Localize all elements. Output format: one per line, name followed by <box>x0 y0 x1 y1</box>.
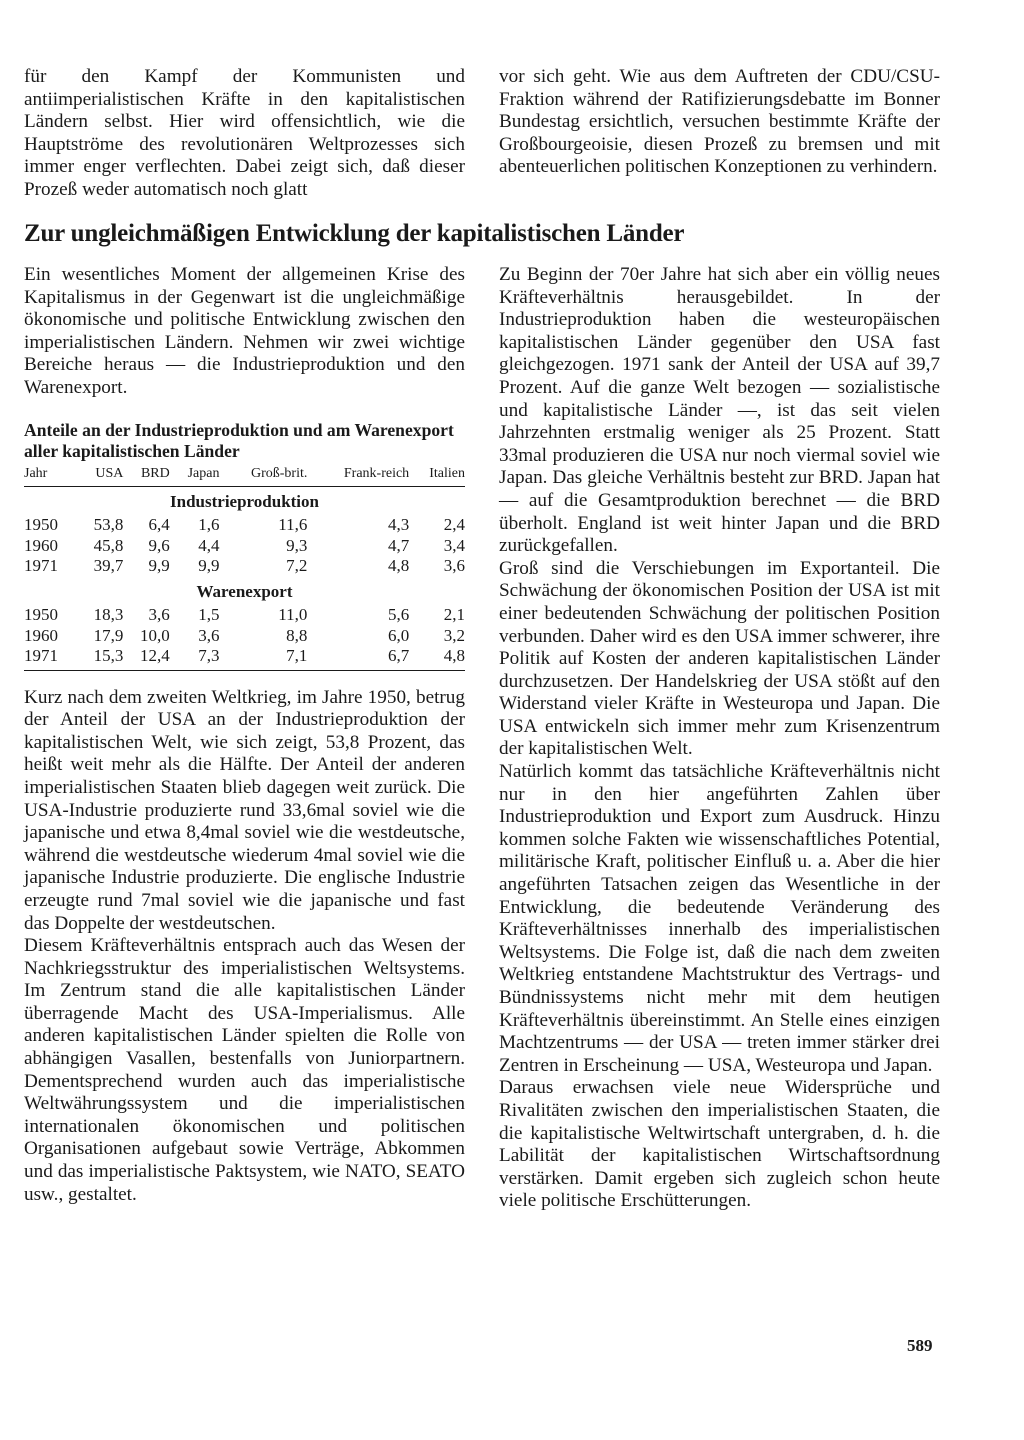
table-cell: 9,9 <box>198 556 220 576</box>
section-label: Warenexport <box>196 581 293 601</box>
header-brd: BRD <box>123 466 169 487</box>
table-row <box>24 626 465 647</box>
section-row-industrieproduktion <box>24 486 465 515</box>
table-cell: 6,7 <box>307 646 409 670</box>
table-cell: 4,3 <box>387 515 410 535</box>
table-cell: 3,4 <box>443 535 465 555</box>
body-paragraph: Groß sind die Verschiebungen im Exportanteil. Die Schwächung der ökonomischen Position der USA ist mit einer bedeutenden Schwächung der politischen Position verbunden. Daher wird es den USA immer schwerer, ihre Politik auf Kosten der anderen kapitalistischen Länder durchzusetzen. Der Handelskrieg der USA stößt auf den Widerstand vieler Kräfte in Westeuropa und Japan. Die USA entwickeln sich immer mehr zum Krisenzentrum der kapitalistischen Welt. <box>499 557 940 760</box>
top-left-paragraph: für den Kampf der Kommunisten und antiimperialistischen Kräfte in den kapitalistischen Ländern selbst. Hier wird offensichtlich, wie die Hauptströme des revolutionären Weltprozesses sich immer enger verflechten. Dabei zeigt sich, daß dieser Prozeß weder automatisch noch glatt <box>24 66 465 200</box>
table-cell: 2,4 <box>443 515 465 535</box>
table-cell: 12,4 <box>123 646 169 670</box>
table-cell: 3,2 <box>443 625 465 645</box>
intro-paragraph: Ein wesentliches Moment der allgemeinen Krise des Kapitalismus in der Gegenwart ist die ungleichmäßige ökonomische und politische Entwicklung zwischen den imperialistischen Ländern. Nehmen wir zwei wichtige Bereiche heraus — die Industrieproduktion und den Warenexport. <box>24 264 465 398</box>
table-cell: 8,8 <box>286 625 308 645</box>
header-italien: Italien <box>409 466 465 487</box>
table-cell: 7,1 <box>219 646 307 670</box>
table-cell: 45,8 <box>93 535 124 555</box>
page-number: 589 <box>907 1336 933 1355</box>
table-cell: 11,0 <box>278 605 308 625</box>
section-heading: Zur ungleichmäßigen Entwicklung der kapitalistischen Länder <box>24 220 685 247</box>
table-row <box>24 605 465 626</box>
section-label: Industrieproduktion <box>170 491 319 511</box>
table-cell: 9,3 <box>286 535 308 555</box>
table-header-row <box>24 466 465 487</box>
table-cell: 9,6 <box>148 535 170 555</box>
table-cell: 5,6 <box>387 605 410 625</box>
header-japan: Japan <box>170 466 220 487</box>
table-cell: 6,4 <box>148 515 170 535</box>
table-cell: 4,4 <box>198 535 220 555</box>
top-left-column <box>24 66 465 202</box>
table-cell: 1971 <box>24 646 77 670</box>
table-cell: 9,9 <box>148 556 170 576</box>
table-cell: 18,3 <box>93 605 124 625</box>
table-cell: 1960 <box>24 535 58 555</box>
table-cell: 4,8 <box>387 556 410 576</box>
table-cell: 11,6 <box>278 515 308 535</box>
top-right-column <box>499 66 940 179</box>
table-cell: 10,0 <box>140 625 170 645</box>
table-cell: 4,8 <box>409 646 465 670</box>
header-jahr: Jahr <box>24 466 77 487</box>
table-cell: 4,7 <box>387 535 410 555</box>
section-row-warenexport <box>24 577 465 606</box>
table-cell: 7,3 <box>170 646 220 670</box>
table-cell: 3,6 <box>198 625 220 645</box>
header-usa: USA <box>77 466 123 487</box>
body-paragraph: Daraus erwachsen viele neue Widersprüche und Rivalitäten zwischen den imperialistischen Staaten, die die kapitalistische Weltwirtschaft untergraben, d. h. die Labilität der kapitalistischen Wirtschaftsordnung verstärken. Damit ergeben sich zugleich schon heute viele politische Erschütterungen. <box>499 1077 940 1212</box>
table-row <box>24 646 465 670</box>
table-cell: 3,6 <box>443 556 465 576</box>
table-cell: 1,6 <box>198 515 220 535</box>
table-cell: 17,9 <box>93 625 124 645</box>
header-frankreich: Frank-reich <box>307 466 409 487</box>
table-cell: 53,8 <box>93 515 124 535</box>
table-cell: 1,5 <box>198 605 220 625</box>
table-title: Anteile an der Industrieproduktion und am Warenexport aller kapitalistischen Länder <box>24 419 454 461</box>
table-row <box>24 556 465 577</box>
left-column <box>24 264 465 1206</box>
table-cell: 1971 <box>24 556 58 576</box>
table-cell: 15,3 <box>77 646 123 670</box>
table-cell: 6,0 <box>387 625 410 645</box>
table-row <box>24 515 465 536</box>
table-cell: 1950 <box>24 605 58 625</box>
body-paragraph: Kurz nach dem zweiten Weltkrieg, im Jahre 1950, betrug der Anteil der USA an der Industrieproduktion der kapitalistischen Welt, wie sich zeigt, 53,8 Prozent, das heißt weit mehr als die Hälfte. Der Anteil der anderen imperialistischen Staaten blieb dagegen weit zurück. Die USA-Industrie produzierte rund 33,6mal soviel wie die japanische und etwa 8,4mal soviel wie die westdeutsche, während die westdeutsche wiederum 4mal soviel wie die japanische Industrie produzierte. Die englische Industrie erzeugte rund 7mal soviel wie die japanische und fast das Doppelte der westdeutschen. <box>24 686 465 934</box>
table-cell: 1960 <box>24 625 58 645</box>
body-paragraph: Diesem Kräfteverhältnis entsprach auch das Wesen der Nachkriegsstruktur des imperialistischen Weltsystems. Im Zentrum stand die alle kapitalistischen Länder überragende Macht des USA-Imperialismus. Alle anderen kapitalistischen Länder spielten die Rolle von abhängigen Vasallen, bestenfalls von Juniorpartnern. Dementsprechend wurden auch das imperialistische Weltwährungssystem und die imperialistischen internationalen ökonomischen und politischen Organisationen aufgebaut sowie Verträge, Abkommen und das imperialistische Paktsystem, wie NATO, SEATO usw., gestaltet. <box>24 935 465 1205</box>
header-grossbrit: Groß-brit. <box>219 466 307 487</box>
table-cell: 3,6 <box>148 605 170 625</box>
table-cell: 7,2 <box>286 556 308 576</box>
right-column <box>499 264 940 1213</box>
table-cell: 2,1 <box>443 605 465 625</box>
data-table <box>24 466 465 671</box>
table-row <box>24 536 465 557</box>
body-paragraph: Zu Beginn der 70er Jahre hat sich aber ein völlig neues Kräfteverhältnis herausgebildet. In der Industrieproduktion haben die westeuropäischen kapitalistischen Länder gegenüber den USA fast gleichgezogen. 1971 sank der Anteil der USA auf 39,7 Prozent. Auf die ganze Welt bezogen — sozialistische und kapitalistische Länder —, ist das seit vielen Jahrzehnten erstmalig weniger als 25 Prozent. Statt 33mal produzieren die USA nur noch viermal soviel wie Japan. Das gleiche Verhältnis besteht zur BRD. Japan hat — auf die Gesamtproduktion berechnet — die BRD überholt. England ist weit hinter Japan und die BRD zurückgefallen. <box>499 264 940 557</box>
table-cell: 1950 <box>24 515 58 535</box>
body-paragraph: Natürlich kommt das tatsächliche Kräfteverhältnis nicht nur in den hier angeführten Zahlen über Industrieproduktion und Export zum Ausdruck. Hinzu kommen solche Fakten wie wissenschaftliches Potential, militärische Kraft, politischer Einfluß u. a. Aber die hier angeführten Tatsachen zeigen das Wesentliche in der Entwicklung, die bedeutende Veränderung des Kräfteverhältnisses innerhalb des imperialistischen Weltsystems. Die Folge ist, daß die nach dem zweiten Weltkrieg entstandene Machtstruktur des Vertrags- und Bündnissystems nicht mehr mit dem heutigen Kräfteverhältnis übereinstimmt. An Stelle eines einzigen Machtzentrums — der USA — treten immer stärker drei Zentren in Erscheinung — USA, Westeuropa und Japan. <box>499 761 940 1076</box>
top-right-paragraph: vor sich geht. Wie aus dem Auftreten der CDU/CSU-Fraktion während der Ratifizierungsdebatte im Bonner Bundestag ersichtlich, versuchen bestimmte Kräfte der Großbourgeoisie, diesen Prozeß zu bremsen und mit abenteuerlichen politischen Konzeptionen zu verhindern. <box>499 66 940 178</box>
table-cell: 39,7 <box>93 556 124 576</box>
